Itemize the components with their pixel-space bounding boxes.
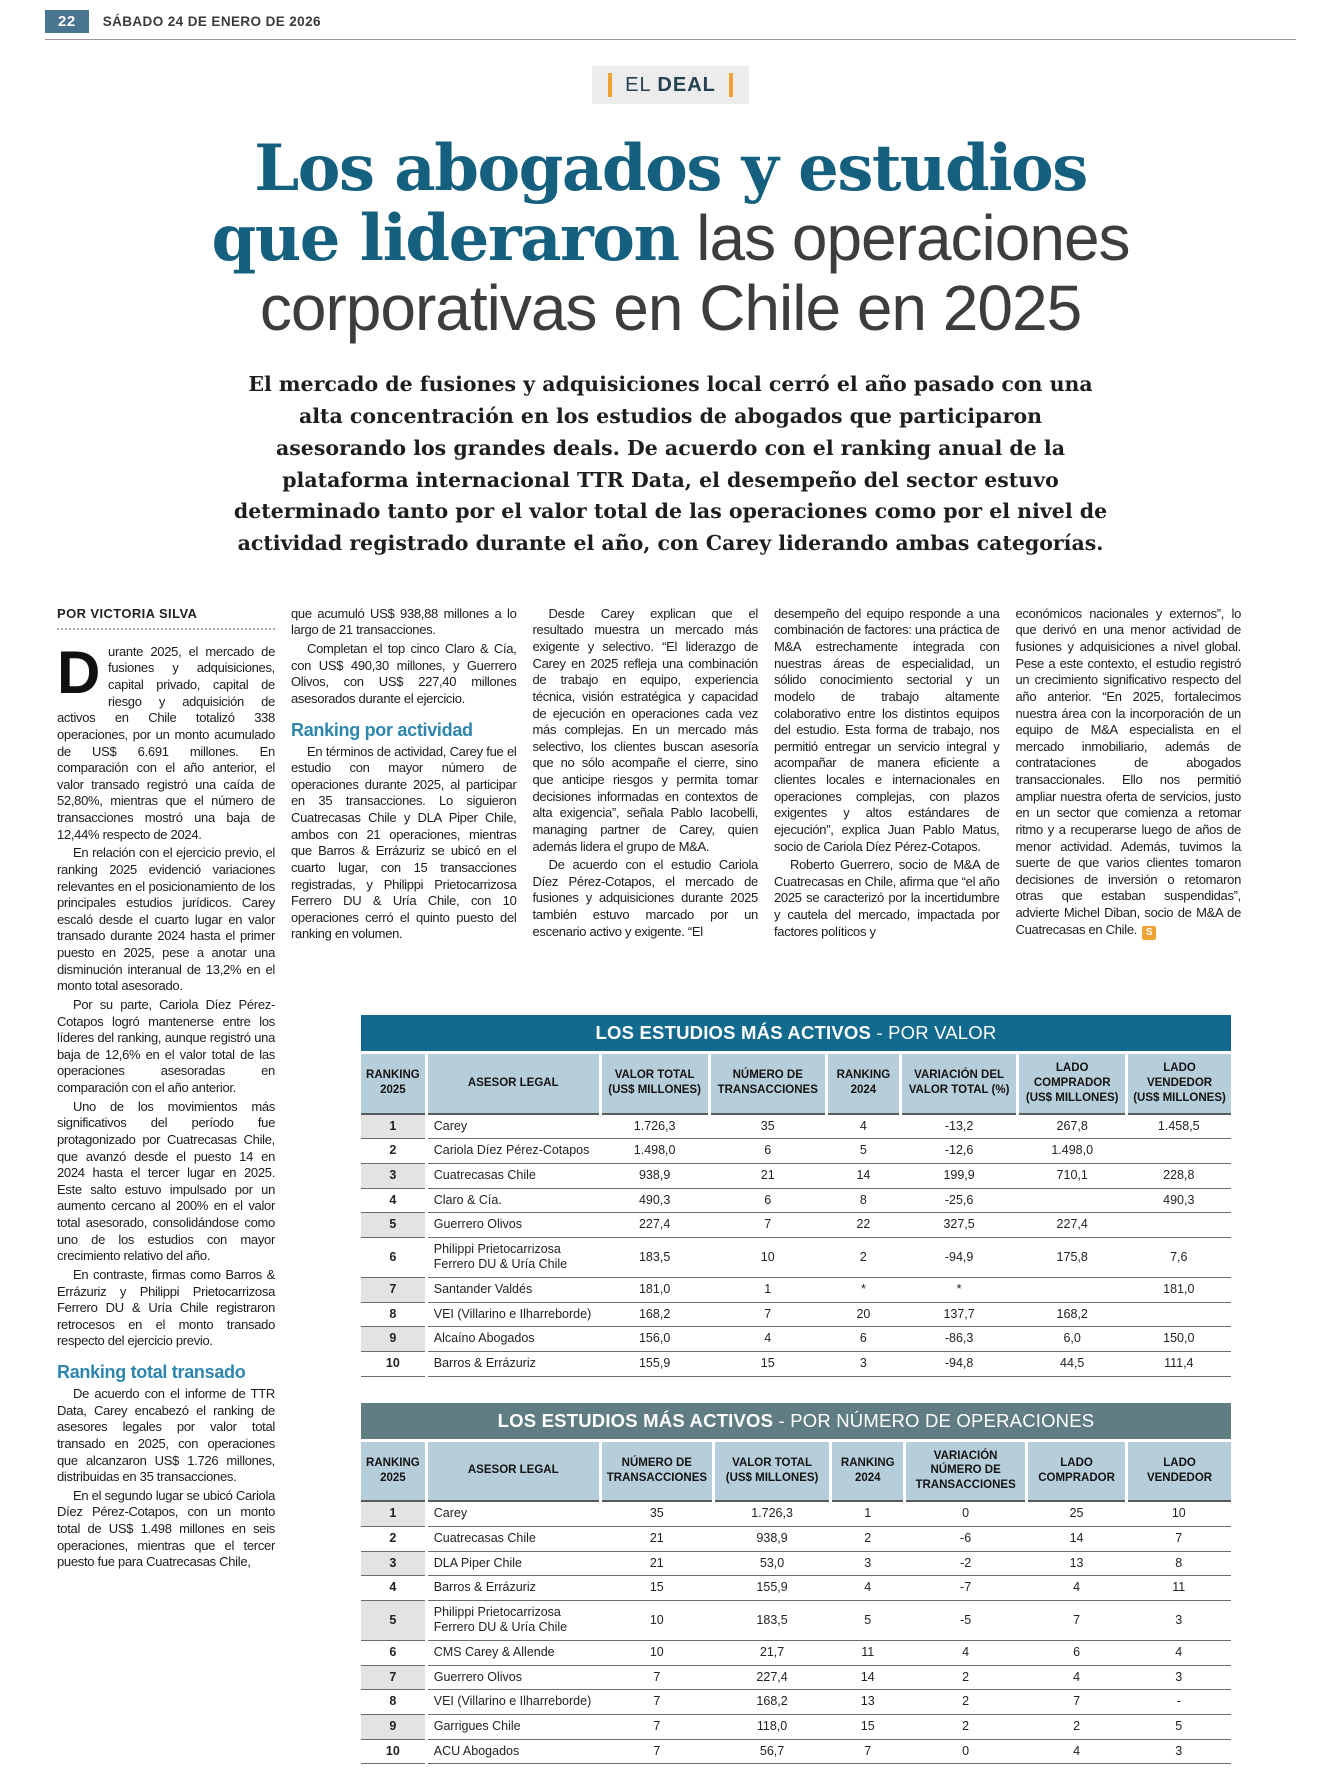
value-cell: 13 <box>831 1690 905 1715</box>
article-column-4 <box>774 606 1000 991</box>
table-row <box>361 1665 1231 1690</box>
column-header: LADO COMPRADOR <box>1027 1442 1127 1502</box>
masthead <box>45 10 1296 40</box>
table-row <box>361 1551 1231 1576</box>
firm-name-cell: Barros & Errázuriz <box>426 1576 600 1601</box>
value-cell: 7 <box>600 1714 713 1739</box>
firm-name-cell: CMS Carey & Allende <box>426 1641 600 1666</box>
value-cell: 199,9 <box>900 1163 1017 1188</box>
value-cell: 35 <box>600 1501 713 1526</box>
value-cell: 7 <box>709 1302 826 1327</box>
value-cell: 25 <box>1027 1501 1127 1526</box>
value-cell: -94,8 <box>900 1351 1017 1376</box>
rank-cell: 3 <box>361 1163 426 1188</box>
firm-name-cell: Carey <box>426 1114 600 1139</box>
value-cell: 181,0 <box>600 1278 709 1303</box>
value-cell: 7 <box>600 1690 713 1715</box>
column-header: NÚMERO DE TRANSACCIONES <box>709 1054 826 1114</box>
firm-name-cell: Alcaíno Abogados <box>426 1327 600 1352</box>
section-subhead: Ranking por actividad <box>291 719 473 740</box>
firm-name-cell: Cuatrecasas Chile <box>426 1163 600 1188</box>
article-paragraph: De acuerdo con el estudio Cariola Díez Pérez-Cotapos, el mercado de fusiones y adquisiciones durante 2025 también estuvo marcado por un escenario activo y exigente. “El <box>532 857 758 939</box>
value-cell: 11 <box>831 1641 905 1666</box>
value-cell: 227,4 <box>713 1665 830 1690</box>
firm-name-cell: Carey <box>426 1501 600 1526</box>
column-header: RANKING 2024 <box>826 1054 900 1114</box>
table-row <box>361 1714 1231 1739</box>
value-cell: 7 <box>600 1739 713 1764</box>
firm-name-cell: Santander Valdés <box>426 1278 600 1303</box>
value-cell: 4 <box>905 1641 1027 1666</box>
firm-name-cell: Cuatrecasas Chile <box>426 1526 600 1551</box>
value-cell: 490,3 <box>600 1188 709 1213</box>
value-cell: 1.498,0 <box>1018 1139 1127 1164</box>
rank-cell: 5 <box>361 1213 426 1238</box>
rank-cell: 4 <box>361 1576 426 1601</box>
deck: El mercado de fusiones y adquisiciones local cerró el año pasado con una alta concentración en los estudios de abogados que participaron asesorando los grandes deals. De acuerdo con el ranking anual de la plataforma internacional TTR Data, el desempeño del sector estuvo determinado tanto por el valor total de las operaciones como por el nivel de actividad registrado durante el año, con Carey liderando ambas categorías. <box>233 372 1108 556</box>
column-header: LADO VENDEDOR <box>1127 1442 1231 1502</box>
article-column-3 <box>533 606 759 991</box>
firm-name-cell: VEI (Villarino e Ilharreborde) <box>426 1302 600 1327</box>
value-cell: -12,6 <box>900 1139 1017 1164</box>
value-cell: 710,1 <box>1018 1163 1127 1188</box>
firm-name-cell: VEI (Villarino e Ilharreborde) <box>426 1690 600 1715</box>
value-cell: 7,6 <box>1127 1237 1231 1277</box>
value-cell: 7 <box>1027 1600 1127 1640</box>
value-cell: 20 <box>826 1302 900 1327</box>
value-cell: 1.458,5 <box>1127 1114 1231 1139</box>
firm-name-cell: DLA Piper Chile <box>426 1551 600 1576</box>
table-by-operations <box>361 1403 1231 1765</box>
firm-name-cell: ACU Abogados <box>426 1739 600 1764</box>
article-column-1 <box>57 606 275 1790</box>
firm-name-cell: Guerrero Olivos <box>426 1213 600 1238</box>
article-column-5 <box>1016 606 1242 991</box>
value-cell: -13,2 <box>900 1114 1017 1139</box>
value-cell: 183,5 <box>713 1600 830 1640</box>
article-paragraph: Por su parte, Cariola Díez Pérez-Cotapos logró mantenerse entre los líderes del ranking, aunque registró una baja de 12,6% en el valor total de las operaciones asesoradas en comparación con el año anterior. <box>57 996 275 1096</box>
value-cell <box>1127 1302 1231 1327</box>
value-cell: 168,2 <box>713 1690 830 1715</box>
value-cell: 14 <box>831 1665 905 1690</box>
value-cell: 3 <box>1127 1600 1231 1640</box>
firm-name-cell: Cariola Díez Pérez-Cotapos <box>426 1139 600 1164</box>
value-cell: 11 <box>1127 1576 1231 1601</box>
value-cell: 4 <box>1027 1576 1127 1601</box>
column-header: LADO COMPRADOR (US$ MILLONES) <box>1018 1054 1127 1114</box>
article-column-1-text <box>57 638 275 1571</box>
rank-cell: 9 <box>361 1327 426 1352</box>
table-by-value <box>361 1015 1231 1377</box>
rank-cell: 8 <box>361 1302 426 1327</box>
value-cell: 14 <box>826 1163 900 1188</box>
headline-light-3: corporativas en Chile en 2025 <box>259 271 1082 344</box>
value-cell: 3 <box>831 1551 905 1576</box>
value-cell: -25,6 <box>900 1188 1017 1213</box>
value-cell: 181,0 <box>1127 1278 1231 1303</box>
article-paragraph: De acuerdo con el informe de TTR Data, Carey encabezó el ranking de asesores legales por valor total transado en 2025, con operaciones que alcanzaron US$ 1.726 millones, distribuidas en 35 transacciones. <box>57 1386 275 1485</box>
value-cell: 6 <box>1027 1641 1127 1666</box>
column-header: ASESOR LEGAL <box>426 1054 600 1114</box>
value-cell: 7 <box>1027 1690 1127 1715</box>
value-cell: -7 <box>905 1576 1027 1601</box>
value-cell: 6 <box>709 1188 826 1213</box>
value-cell: 8 <box>826 1188 900 1213</box>
value-cell: 6 <box>709 1139 826 1164</box>
table-row <box>361 1163 1231 1188</box>
accent-bar-right-icon <box>729 73 733 97</box>
value-cell: 938,9 <box>600 1163 709 1188</box>
column-header: VARIACIÓN DEL VALOR TOTAL (%) <box>900 1054 1017 1114</box>
rank-cell: 2 <box>361 1139 426 1164</box>
value-cell: 4 <box>709 1327 826 1352</box>
value-cell: 118,0 <box>713 1714 830 1739</box>
article-paragraph: desempeño del equipo responde a una combinación de factores: una práctica de M&A estrechamente integrada con nuestras áreas de especialidad, un sólido conocimiento sectorial y un modelo de trabajo altamente colaborativo entre los distintos equipos del estudio. Esta forma de trabajo, nos permitió entregar un servicio integral y acompañar de manera eficiente a clientes locales e internacionales en operaciones complejas, con plazos exigentes y altos estándares de ejecución”, explica Juan Pablo Matus, socio de Cariola Díez Pérez-Cotapos. <box>774 605 1000 854</box>
value-cell: 3 <box>1127 1739 1231 1764</box>
value-cell: 10 <box>709 1237 826 1277</box>
column-header: VALOR TOTAL (US$ MILLONES) <box>713 1442 830 1502</box>
newspaper-page <box>0 10 1341 1758</box>
byline: POR VICTORIA SILVA <box>57 606 275 630</box>
value-cell: 15 <box>831 1714 905 1739</box>
article-paragraph: Durante 2025, el mercado de fusiones y adquisiciones, capital privado, capital de riesgo y adquisición de activos en Chile totalizó 338 operaciones, por un monto acumulado de US$ 6.691 millones. En comparación con el año anterior, el valor transado registró una caída de 52,80%, mientras que el número de transacciones mostró una baja de 12,44% respecto de 2024. <box>57 638 275 842</box>
table-row <box>361 1351 1231 1376</box>
rank-cell: 3 <box>361 1551 426 1576</box>
table-title: LOS ESTUDIOS MÁS ACTIVOS - POR NÚMERO DE OPERACIONES <box>361 1403 1231 1439</box>
rank-cell: 10 <box>361 1739 426 1764</box>
table-row <box>361 1278 1231 1303</box>
column-header: RANKING 2024 <box>831 1442 905 1502</box>
table-row <box>361 1213 1231 1238</box>
value-cell: 938,9 <box>713 1526 830 1551</box>
value-cell: 7 <box>709 1213 826 1238</box>
value-cell: 6,0 <box>1018 1327 1127 1352</box>
rank-cell: 9 <box>361 1714 426 1739</box>
value-cell: 267,8 <box>1018 1114 1127 1139</box>
table-row <box>361 1139 1231 1164</box>
value-cell: 1 <box>831 1501 905 1526</box>
value-cell: 44,5 <box>1018 1351 1127 1376</box>
value-cell: -6 <box>905 1526 1027 1551</box>
value-cell: 111,4 <box>1127 1351 1231 1376</box>
value-cell: 327,5 <box>900 1213 1017 1238</box>
value-cell: 168,2 <box>600 1302 709 1327</box>
value-cell: 6 <box>826 1327 900 1352</box>
value-cell: 5 <box>826 1139 900 1164</box>
article-right-region <box>291 606 1241 1790</box>
article-paragraph: que acumuló US$ 938,88 millones a lo largo de 21 transacciones. <box>291 605 517 638</box>
value-cell: 2 <box>905 1714 1027 1739</box>
value-cell: * <box>900 1278 1017 1303</box>
column-header: VALOR TOTAL (US$ MILLONES) <box>600 1054 709 1114</box>
value-cell: 227,4 <box>600 1213 709 1238</box>
rank-cell: 10 <box>361 1351 426 1376</box>
value-cell: 21 <box>600 1551 713 1576</box>
edition-date: SÁBADO 24 DE ENERO DE 2026 <box>102 14 321 29</box>
value-cell: 3 <box>826 1351 900 1376</box>
table-row <box>361 1188 1231 1213</box>
table-row <box>361 1302 1231 1327</box>
rank-cell: 1 <box>361 1114 426 1139</box>
rank-cell: 7 <box>361 1278 426 1303</box>
value-cell: 56,7 <box>713 1739 830 1764</box>
headline <box>40 131 1301 344</box>
rank-cell: 6 <box>361 1641 426 1666</box>
value-cell: 1.726,3 <box>600 1114 709 1139</box>
rank-cell: 7 <box>361 1665 426 1690</box>
value-cell: 21 <box>600 1526 713 1551</box>
column-header: RANKING 2025 <box>361 1054 426 1114</box>
value-cell: 1 <box>709 1278 826 1303</box>
value-cell: 22 <box>826 1213 900 1238</box>
value-cell: 4 <box>1027 1665 1127 1690</box>
value-cell: 0 <box>905 1501 1027 1526</box>
firm-name-cell: Claro & Cía. <box>426 1188 600 1213</box>
article-paragraph: Desde Carey explican que el resultado muestra un mercado más exigente y selectivo. “El liderazgo de Carey en 2025 refleja una combinación de trabajo en equipo, experiencia técnica, visión estratégica y capacidad de ejecución en operaciones cada vez más complejas. En un mercado más selectivo, los clientes buscan asesoría que no sólo acompañe el cierre, sino que anticipe riesgos y permita tomar decisiones informadas en contextos de alta exigencia”, señala Pablo Iacobelli, managing partner de Carey, quien además lidera el grupo de M&A. <box>532 605 758 854</box>
value-cell: 3 <box>1127 1665 1231 1690</box>
ranking-tables <box>361 1015 1231 1790</box>
value-cell: 175,8 <box>1018 1237 1127 1277</box>
value-cell: 228,8 <box>1127 1163 1231 1188</box>
value-cell: 15 <box>709 1351 826 1376</box>
table-row <box>361 1739 1231 1764</box>
value-cell <box>1018 1278 1127 1303</box>
value-cell: 5 <box>1127 1714 1231 1739</box>
section-badge-label <box>625 74 716 97</box>
column-header: LADO VENDEDOR (US$ MILLONES) <box>1127 1054 1231 1114</box>
firm-name-cell: Garrigues Chile <box>426 1714 600 1739</box>
value-cell: 10 <box>1127 1501 1231 1526</box>
article-paragraph: Roberto Guerrero, socio de M&A de Cuatrecasas en Chile, afirma que “el año 2025 se caracterizó por la incertidumbre y cautela del mercado, impactada por factores políticos y <box>774 857 1000 939</box>
value-cell: -86,3 <box>900 1327 1017 1352</box>
firm-name-cell: Barros & Errázuriz <box>426 1351 600 1376</box>
value-cell: 490,3 <box>1127 1188 1231 1213</box>
article-paragraph: En el segundo lugar se ubicó Cariola Díez Pérez-Cotapos, con un monto total de US$ 1.498 millones en seis operaciones, mientras que el tercer puesto fue para Cuatrecasas Chile, <box>57 1487 275 1570</box>
value-cell: 227,4 <box>1018 1213 1127 1238</box>
value-cell: 7 <box>1127 1526 1231 1551</box>
value-cell: 10 <box>600 1600 713 1640</box>
page-number: 22 <box>45 10 89 33</box>
table-row <box>361 1641 1231 1666</box>
firm-name-cell: Philippi Prietocarrizosa Ferrero DU & Uría Chile <box>426 1600 600 1640</box>
article-columns-row <box>291 606 1241 991</box>
value-cell: 21 <box>709 1163 826 1188</box>
article-paragraph: En términos de actividad, Carey fue el estudio con mayor número de operaciones durante 2025, al participar en 35 transacciones. Lo siguieron Cuatrecasas Chile y DLA Piper Chile, ambos con 21 operaciones, mientras que Barros & Errázuriz se ubicó en el cuarto lugar, con 15 transacciones registradas, y Philippi Prietocarrizosa Ferrero DU & Uría Chile, con 10 operaciones cerró el quinto puesto del ranking en volumen. <box>291 743 517 942</box>
article-paragraph: En relación con el ejercicio previo, el ranking 2025 evidenció variaciones relevantes en el posicionamiento de los principales estudios jurídicos. Carey escaló desde el cuarto lugar en valor transado durante 2024 hasta el primer puesto en 2025, pese a anotar una disminución interanual de 13,2% en el monto total asesorado. <box>57 845 275 994</box>
section-badge-bold: DEAL <box>657 73 716 96</box>
table-row <box>361 1576 1231 1601</box>
table-row <box>361 1600 1231 1640</box>
value-cell: 2 <box>905 1665 1027 1690</box>
ranking-table <box>361 1054 1231 1377</box>
value-cell: 150,0 <box>1127 1327 1231 1352</box>
value-cell <box>1018 1188 1127 1213</box>
value-cell: 1.498,0 <box>600 1139 709 1164</box>
table-row <box>361 1327 1231 1352</box>
value-cell: 4 <box>1127 1641 1231 1666</box>
value-cell: * <box>826 1278 900 1303</box>
value-cell: 0 <box>905 1739 1027 1764</box>
accent-bar-left-icon <box>608 73 612 97</box>
value-cell <box>1127 1139 1231 1164</box>
article-body <box>0 606 1341 1790</box>
value-cell: 7 <box>831 1739 905 1764</box>
value-cell: 21,7 <box>713 1641 830 1666</box>
value-cell: 7 <box>600 1665 713 1690</box>
article-paragraph: económicos nacionales y externos”, lo que derivó en una menor actividad de fusiones y adquisiciones a nivel global. Pese a este contexto, el estudio registró un crecimiento significativo respecto del año anterior. “En 2025, fortalecimos nuestra área con la incorporación de un equipo de M&A especialista en el mercado inmobiliario, además de contrataciones de abogados transaccionales. Ello nos permitió ampliar nuestra oferta de servicios, justo en un sector que comienza a retomar ritmo y a recuperarse luego de años de menor actividad. Además, tuvimos la suerte de que varios clientes tomaron decisiones de inversión o retomaron otras que estaban suspendidas”, advierte Michel Diban, socio de M&A de Cuatrecasas en Chile. S <box>1015 605 1241 938</box>
section-badge-light: EL <box>625 73 651 96</box>
article-end-mark: S <box>1142 926 1156 940</box>
value-cell: -2 <box>905 1551 1027 1576</box>
value-cell: 168,2 <box>1018 1302 1127 1327</box>
table-row <box>361 1690 1231 1715</box>
value-cell: -94,9 <box>900 1237 1017 1277</box>
article-paragraph: Uno de los movimientos más significativos del período fue protagonizado por Cuatrecasas Chile, que avanzó desde el puesto 14 en 2024 hasta el tercer lugar en 2025. Este salto estuvo impulsado por un aumento cercano al 200% en el valor total asesorado, consolidándose como uno de los estudios con mayor crecimiento relativo del año. <box>57 1098 275 1264</box>
drop-cap: D <box>57 638 101 706</box>
article-paragraph: En contraste, firmas como Barros & Errázuriz y Philippi Prietocarrizosa Ferrero DU & Uría Chile registraron retrocesos en el monto transado respecto del ejercicio previo. <box>57 1266 275 1349</box>
headline-bold-2: que lideraron <box>211 200 679 276</box>
table-row <box>361 1237 1231 1277</box>
value-cell: 10 <box>600 1641 713 1666</box>
headline-light-2: las operaciones <box>696 201 1130 274</box>
value-cell: 4 <box>826 1114 900 1139</box>
column-header: NÚMERO DE TRANSACCIONES <box>600 1442 713 1502</box>
table-title: LOS ESTUDIOS MÁS ACTIVOS - POR VALOR <box>361 1015 1231 1051</box>
rank-cell: 6 <box>361 1237 426 1277</box>
article-column-2 <box>291 606 517 991</box>
value-cell: - <box>1127 1690 1231 1715</box>
table-row <box>361 1501 1231 1526</box>
rank-cell: 1 <box>361 1501 426 1526</box>
value-cell: 155,9 <box>600 1351 709 1376</box>
value-cell: -5 <box>905 1600 1027 1640</box>
value-cell: 2 <box>826 1237 900 1277</box>
value-cell: 15 <box>600 1576 713 1601</box>
value-cell: 8 <box>1127 1551 1231 1576</box>
ranking-table <box>361 1442 1231 1765</box>
value-cell: 156,0 <box>600 1327 709 1352</box>
value-cell: 5 <box>831 1600 905 1640</box>
section-badge <box>592 66 749 104</box>
section-subhead: Ranking total transado <box>57 1362 246 1383</box>
article-paragraph: Completan el top cinco Claro & Cía, con US$ 490,30 millones, y Guerrero Olivos, con US$ 227,40 millones asesorados durante el ejercicio. <box>291 641 517 706</box>
column-header: VARIACIÓN NÚMERO DE TRANSACCIONES <box>905 1442 1027 1502</box>
column-header: ASESOR LEGAL <box>426 1442 600 1502</box>
column-header: RANKING 2025 <box>361 1442 426 1502</box>
rank-cell: 8 <box>361 1690 426 1715</box>
value-cell: 4 <box>1027 1739 1127 1764</box>
value-cell: 137,7 <box>900 1302 1017 1327</box>
value-cell: 53,0 <box>713 1551 830 1576</box>
value-cell <box>1127 1213 1231 1238</box>
table-row <box>361 1526 1231 1551</box>
value-cell: 155,9 <box>713 1576 830 1601</box>
firm-name-cell: Guerrero Olivos <box>426 1665 600 1690</box>
firm-name-cell: Philippi Prietocarrizosa Ferrero DU & Uría Chile <box>426 1237 600 1277</box>
rank-cell: 5 <box>361 1600 426 1640</box>
table-row <box>361 1114 1231 1139</box>
headline-bold-1: Los abogados y estudios <box>254 131 1087 206</box>
value-cell: 14 <box>1027 1526 1127 1551</box>
section-badge-wrap <box>0 66 1341 104</box>
value-cell: 2 <box>905 1690 1027 1715</box>
value-cell: 4 <box>831 1576 905 1601</box>
rank-cell: 2 <box>361 1526 426 1551</box>
value-cell: 183,5 <box>600 1237 709 1277</box>
value-cell: 35 <box>709 1114 826 1139</box>
value-cell: 13 <box>1027 1551 1127 1576</box>
value-cell: 1.726,3 <box>713 1501 830 1526</box>
value-cell: 2 <box>831 1526 905 1551</box>
rank-cell: 4 <box>361 1188 426 1213</box>
value-cell: 2 <box>1027 1714 1127 1739</box>
